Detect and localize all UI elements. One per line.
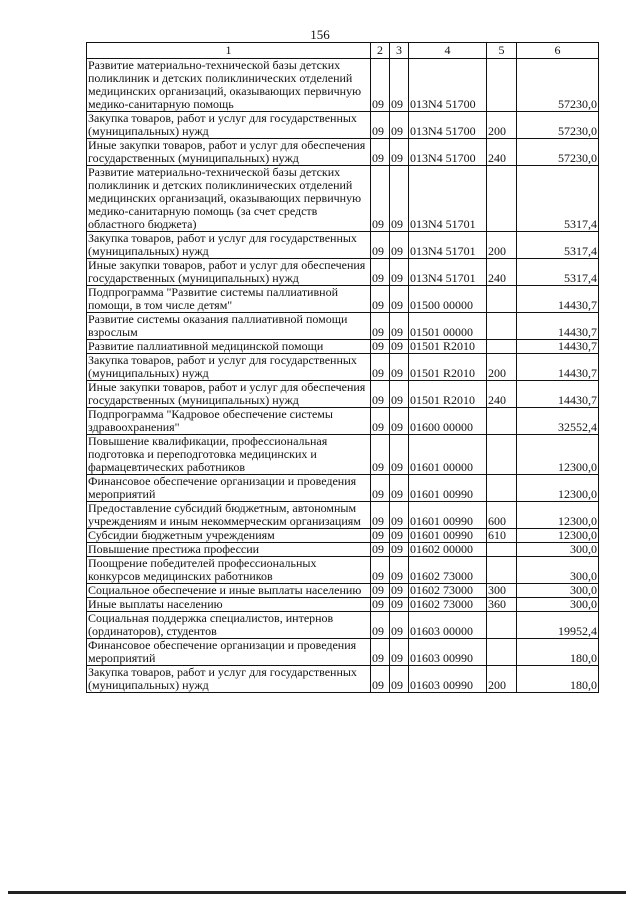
expense-type-cell bbox=[487, 639, 517, 666]
column-header: 6 bbox=[517, 43, 599, 59]
section-code-cell: 09 bbox=[371, 475, 390, 502]
target-article-cell: 013N4 51701 bbox=[409, 259, 487, 286]
table-row bbox=[87, 166, 599, 232]
subsection-code-cell: 09 bbox=[390, 59, 409, 112]
expense-type-cell: 240 bbox=[487, 381, 517, 408]
expense-type-cell bbox=[487, 475, 517, 502]
amount-cell: 14430,7 bbox=[517, 354, 599, 381]
row-name-cell: Повышение престижа профессии bbox=[87, 543, 371, 557]
table-row bbox=[87, 529, 599, 543]
expense-type-cell: 240 bbox=[487, 139, 517, 166]
row-name-cell: Подпрограмма "Развитие системы паллиативной помощи, в том числе детям" bbox=[87, 286, 371, 313]
amount-cell: 14430,7 bbox=[517, 381, 599, 408]
section-code-cell: 09 bbox=[371, 139, 390, 166]
target-article-cell: 01501 R2010 bbox=[409, 381, 487, 408]
table-row bbox=[87, 475, 599, 502]
target-article-cell: 01601 00000 bbox=[409, 435, 487, 475]
table-row bbox=[87, 381, 599, 408]
table-row bbox=[87, 59, 599, 112]
target-article-cell: 01602 00000 bbox=[409, 543, 487, 557]
row-name-cell: Социальная поддержка специалистов, интернов (ординаторов), студентов bbox=[87, 612, 371, 639]
expense-type-cell: 240 bbox=[487, 259, 517, 286]
table-row bbox=[87, 408, 599, 435]
amount-cell: 5317,4 bbox=[517, 166, 599, 232]
subsection-code-cell: 09 bbox=[390, 112, 409, 139]
expense-type-cell bbox=[487, 557, 517, 584]
subsection-code-cell: 09 bbox=[390, 612, 409, 639]
target-article-cell: 01602 73000 bbox=[409, 598, 487, 612]
table-row bbox=[87, 112, 599, 139]
subsection-code-cell: 09 bbox=[390, 557, 409, 584]
table-row bbox=[87, 139, 599, 166]
target-article-cell: 013N4 51701 bbox=[409, 166, 487, 232]
row-name-cell: Закупка товаров, работ и услуг для государственных (муниципальных) нужд bbox=[87, 232, 371, 259]
target-article-cell: 01602 73000 bbox=[409, 584, 487, 598]
target-article-cell: 01501 R2010 bbox=[409, 354, 487, 381]
amount-cell: 5317,4 bbox=[517, 259, 599, 286]
row-name-cell: Закупка товаров, работ и услуг для государственных (муниципальных) нужд bbox=[87, 666, 371, 693]
section-code-cell: 09 bbox=[371, 313, 390, 340]
row-name-cell: Иные закупки товаров, работ и услуг для обеспечения государственных (муниципальных) нужд bbox=[87, 381, 371, 408]
target-article-cell: 013N4 51700 bbox=[409, 59, 487, 112]
row-name-cell: Поощрение победителей профессиональных конкурсов медицинских работников bbox=[87, 557, 371, 584]
row-name-cell: Развитие материально-технической базы детских поликлиник и детских поликлинических отделений медицинских организаций, оказывающих первичную медико-санитарную помощь bbox=[87, 59, 371, 112]
subsection-code-cell: 09 bbox=[390, 354, 409, 381]
subsection-code-cell: 09 bbox=[390, 139, 409, 166]
subsection-code-cell: 09 bbox=[390, 166, 409, 232]
scan-edge-rule bbox=[8, 891, 626, 894]
section-code-cell: 09 bbox=[371, 259, 390, 286]
section-code-cell: 09 bbox=[371, 59, 390, 112]
subsection-code-cell: 09 bbox=[390, 475, 409, 502]
amount-cell: 300,0 bbox=[517, 557, 599, 584]
amount-cell: 14430,7 bbox=[517, 313, 599, 340]
row-name-cell: Предоставление субсидий бюджетным, автономным учреждениям и иным некоммерческим организациям bbox=[87, 502, 371, 529]
subsection-code-cell: 09 bbox=[390, 639, 409, 666]
table-row bbox=[87, 612, 599, 639]
expense-type-cell: 610 bbox=[487, 529, 517, 543]
target-article-cell: 013N4 51700 bbox=[409, 112, 487, 139]
row-name-cell: Иные закупки товаров, работ и услуг для обеспечения государственных (муниципальных) нужд bbox=[87, 139, 371, 166]
table-row bbox=[87, 598, 599, 612]
amount-cell: 14430,7 bbox=[517, 340, 599, 354]
expense-type-cell bbox=[487, 543, 517, 557]
row-name-cell: Закупка товаров, работ и услуг для государственных (муниципальных) нужд bbox=[87, 112, 371, 139]
amount-cell: 5317,4 bbox=[517, 232, 599, 259]
column-header: 4 bbox=[409, 43, 487, 59]
expense-type-cell: 300 bbox=[487, 584, 517, 598]
table-row bbox=[87, 232, 599, 259]
target-article-cell: 013N4 51701 bbox=[409, 232, 487, 259]
subsection-code-cell: 09 bbox=[390, 340, 409, 354]
table-row bbox=[87, 557, 599, 584]
subsection-code-cell: 09 bbox=[390, 529, 409, 543]
section-code-cell: 09 bbox=[371, 381, 390, 408]
section-code-cell: 09 bbox=[371, 340, 390, 354]
target-article-cell: 01600 00000 bbox=[409, 408, 487, 435]
target-article-cell: 01603 00990 bbox=[409, 639, 487, 666]
subsection-code-cell: 09 bbox=[390, 666, 409, 693]
section-code-cell: 09 bbox=[371, 584, 390, 598]
amount-cell: 57230,0 bbox=[517, 139, 599, 166]
amount-cell: 300,0 bbox=[517, 584, 599, 598]
row-name-cell: Подпрограмма "Кадровое обеспечение системы здравоохранения" bbox=[87, 408, 371, 435]
table-row bbox=[87, 502, 599, 529]
subsection-code-cell: 09 bbox=[390, 543, 409, 557]
row-name-cell: Социальное обеспечение и иные выплаты населению bbox=[87, 584, 371, 598]
subsection-code-cell: 09 bbox=[390, 598, 409, 612]
table-body bbox=[87, 59, 599, 693]
target-article-cell: 013N4 51700 bbox=[409, 139, 487, 166]
target-article-cell: 01601 00990 bbox=[409, 475, 487, 502]
row-name-cell: Финансовое обеспечение организации и проведения мероприятий bbox=[87, 475, 371, 502]
target-article-cell: 01501 R2010 bbox=[409, 340, 487, 354]
table-row bbox=[87, 313, 599, 340]
expense-type-cell bbox=[487, 313, 517, 340]
subsection-code-cell: 09 bbox=[390, 408, 409, 435]
expense-type-cell: 200 bbox=[487, 112, 517, 139]
subsection-code-cell: 09 bbox=[390, 381, 409, 408]
section-code-cell: 09 bbox=[371, 435, 390, 475]
section-code-cell: 09 bbox=[371, 112, 390, 139]
row-name-cell: Субсидии бюджетным учреждениям bbox=[87, 529, 371, 543]
section-code-cell: 09 bbox=[371, 598, 390, 612]
table-row bbox=[87, 435, 599, 475]
amount-cell: 57230,0 bbox=[517, 112, 599, 139]
section-code-cell: 09 bbox=[371, 502, 390, 529]
amount-cell: 12300,0 bbox=[517, 529, 599, 543]
target-article-cell: 01501 00000 bbox=[409, 313, 487, 340]
row-name-cell: Повышение квалификации, профессиональная подготовка и переподготовка медицинских и фармацевтических работников bbox=[87, 435, 371, 475]
row-name-cell: Развитие паллиативной медицинской помощи bbox=[87, 340, 371, 354]
subsection-code-cell: 09 bbox=[390, 502, 409, 529]
subsection-code-cell: 09 bbox=[390, 584, 409, 598]
amount-cell: 14430,7 bbox=[517, 286, 599, 313]
expense-type-cell: 200 bbox=[487, 354, 517, 381]
table-row bbox=[87, 639, 599, 666]
table-row bbox=[87, 666, 599, 693]
section-code-cell: 09 bbox=[371, 166, 390, 232]
amount-cell: 180,0 bbox=[517, 666, 599, 693]
section-code-cell: 09 bbox=[371, 543, 390, 557]
target-article-cell: 01601 00990 bbox=[409, 529, 487, 543]
section-code-cell: 09 bbox=[371, 639, 390, 666]
subsection-code-cell: 09 bbox=[390, 313, 409, 340]
expense-type-cell bbox=[487, 340, 517, 354]
subsection-code-cell: 09 bbox=[390, 286, 409, 313]
expense-type-cell bbox=[487, 435, 517, 475]
column-header: 3 bbox=[390, 43, 409, 59]
column-header: 2 bbox=[371, 43, 390, 59]
expense-type-cell bbox=[487, 286, 517, 313]
row-name-cell: Закупка товаров, работ и услуг для государственных (муниципальных) нужд bbox=[87, 354, 371, 381]
amount-cell: 12300,0 bbox=[517, 475, 599, 502]
expense-type-cell bbox=[487, 166, 517, 232]
section-code-cell: 09 bbox=[371, 666, 390, 693]
table-row bbox=[87, 354, 599, 381]
column-number-row bbox=[87, 43, 599, 59]
subsection-code-cell: 09 bbox=[390, 259, 409, 286]
section-code-cell: 09 bbox=[371, 354, 390, 381]
row-name-cell: Иные выплаты населению bbox=[87, 598, 371, 612]
amount-cell: 19952,4 bbox=[517, 612, 599, 639]
row-name-cell: Иные закупки товаров, работ и услуг для обеспечения государственных (муниципальных) нужд bbox=[87, 259, 371, 286]
subsection-code-cell: 09 bbox=[390, 232, 409, 259]
subsection-code-cell: 09 bbox=[390, 435, 409, 475]
target-article-cell: 01500 00000 bbox=[409, 286, 487, 313]
table-row bbox=[87, 584, 599, 598]
section-code-cell: 09 bbox=[371, 529, 390, 543]
amount-cell: 300,0 bbox=[517, 543, 599, 557]
amount-cell: 57230,0 bbox=[517, 59, 599, 112]
page-number: 156 bbox=[310, 27, 330, 42]
target-article-cell: 01602 73000 bbox=[409, 557, 487, 584]
amount-cell: 32552,4 bbox=[517, 408, 599, 435]
section-code-cell: 09 bbox=[371, 408, 390, 435]
row-name-cell: Развитие системы оказания паллиативной помощи взрослым bbox=[87, 313, 371, 340]
expense-type-cell bbox=[487, 59, 517, 112]
expense-type-cell: 360 bbox=[487, 598, 517, 612]
table-row bbox=[87, 259, 599, 286]
table-row bbox=[87, 543, 599, 557]
section-code-cell: 09 bbox=[371, 232, 390, 259]
target-article-cell: 01603 00000 bbox=[409, 612, 487, 639]
section-code-cell: 09 bbox=[371, 557, 390, 584]
table-row bbox=[87, 340, 599, 354]
table-row bbox=[87, 286, 599, 313]
budget-table bbox=[86, 42, 599, 693]
section-code-cell: 09 bbox=[371, 612, 390, 639]
expense-type-cell bbox=[487, 612, 517, 639]
column-header: 5 bbox=[487, 43, 517, 59]
section-code-cell: 09 bbox=[371, 286, 390, 313]
expense-type-cell: 200 bbox=[487, 666, 517, 693]
row-name-cell: Финансовое обеспечение организации и проведения мероприятий bbox=[87, 639, 371, 666]
column-header: 1 bbox=[87, 43, 371, 59]
target-article-cell: 01603 00990 bbox=[409, 666, 487, 693]
amount-cell: 180,0 bbox=[517, 639, 599, 666]
target-article-cell: 01601 00990 bbox=[409, 502, 487, 529]
amount-cell: 12300,0 bbox=[517, 435, 599, 475]
row-name-cell: Развитие материально-технической базы детских поликлиник и детских поликлинических отделений медицинских организаций, оказывающих первичную медико-санитарную помощь (за счет средств областного бюджета) bbox=[87, 166, 371, 232]
amount-cell: 300,0 bbox=[517, 598, 599, 612]
expense-type-cell bbox=[487, 408, 517, 435]
amount-cell: 12300,0 bbox=[517, 502, 599, 529]
expense-type-cell: 200 bbox=[487, 232, 517, 259]
expense-type-cell: 600 bbox=[487, 502, 517, 529]
